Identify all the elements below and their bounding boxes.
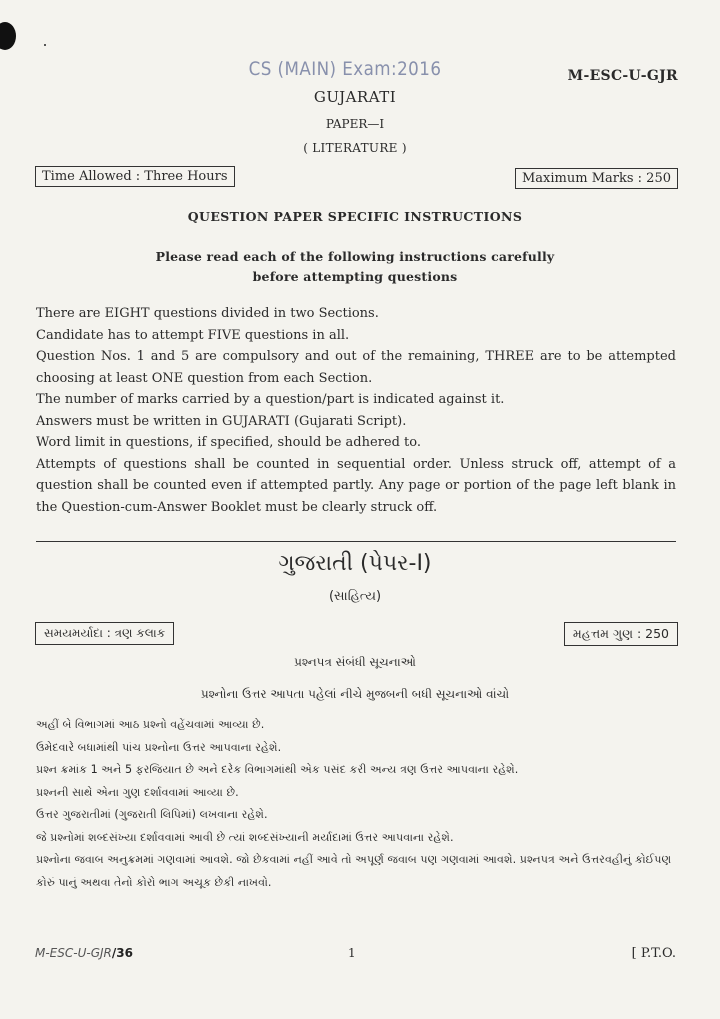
instruction-item: Word limit in questions, if specified, should be adhered to. xyxy=(36,435,422,450)
gujarati-time-box: સમયમર્યાદા : ત્રણ કલાક xyxy=(35,622,174,645)
english-instructions xyxy=(36,303,676,518)
maximum-marks-box: Maximum Marks : 250 xyxy=(515,168,678,189)
gujarati-subtitle: (સાહિત્ય) xyxy=(328,589,382,604)
please-read-line-1: Please read each of the following instructions carefully xyxy=(155,249,555,264)
instruction-item: Answers must be written in GUJARATI (Gujarati Script). xyxy=(36,413,407,429)
gujarati-instructions-heading: પ્રશ્નપત્ર સંબંધી સૂચનાઓ xyxy=(294,655,416,669)
please-read-note xyxy=(0,247,710,287)
paper-code: M-ESC-U-GJR xyxy=(567,68,678,84)
instruction-item: There are EIGHT questions divided in two Sections. xyxy=(36,306,379,321)
gujarati-instruction-item: પ્રશ્નોના જવાબ અનુક્રમમાં ગણવામાં આવશે. જો છેકવામાં નહીં આવે તો અપૂર્ણ જવાબ પણ ગણવામાં આવશે. પ્રશ્નપત્ર અને ઉત્તરવહીનું કોઈપણ કોરું પાનું અથવા તેનો કોરો ભાગ અચૂક છેકી નાખવો. xyxy=(36,853,672,889)
exam-stamp: CS (MAIN) Exam:2016 xyxy=(248,58,442,80)
punch-hole xyxy=(0,22,16,50)
footer-paper-code xyxy=(35,946,133,960)
footer-code-handwritten: M-ESC-U-GJR xyxy=(35,946,112,960)
gujarati-instruction-item: ઉમેદવારે બધામાંથી પાંચ પ્રશ્નોના ઉત્તર આપવાના રહેશે. xyxy=(36,740,282,754)
instruction-item: Candidate has to attempt FIVE questions in all. xyxy=(36,327,350,343)
gujarati-title: ગુજરાતી (પેપર-I) xyxy=(278,551,432,576)
gujarati-please-read: પ્રશ્નોના ઉત્તર આપતા પહેલાં નીચે મુજબની બધી સૂચનાઓ વાંચો xyxy=(200,687,510,701)
instructions-heading: QUESTION PAPER SPECIFIC INSTRUCTIONS xyxy=(187,209,523,224)
please-turn-over: [ P.T.O. xyxy=(631,946,676,961)
instruction-item: Question Nos. 1 and 5 are compulsory and out of the remaining, THREE are to be attempted choosing at least ONE question from each Section. xyxy=(36,349,676,386)
paper-category: ( LITERATURE ) xyxy=(303,141,407,155)
section-divider xyxy=(36,541,676,542)
paper-number: PAPER—I xyxy=(325,117,385,131)
gujarati-instruction-item: પ્રશ્ન ક્રમાંક 1 અને 5 ફરજિયાત છે અને દરેક વિભાગમાંથી એક પસંદ કરી અન્ય ત્રણ ઉત્તર આપવાના રહેશે. xyxy=(36,763,519,776)
gujarati-instruction-item: ઉત્તર ગુજરાતીમાં (ગુજરાતી લિપિમાં) લખવાના રહેશે. xyxy=(36,808,268,821)
gujarati-instruction-item: પ્રશ્નની સાથે એના ગુણ દર્શાવવામાં આવ્યા છે. xyxy=(36,785,239,799)
time-allowed-box: Time Allowed : Three Hours xyxy=(35,166,235,187)
gujarati-marks-box: મહત્તમ ગુણ : 250 xyxy=(564,622,678,646)
gujarati-instruction-item: અહીં બે વિભાગમાં આઠ પ્રશ્નો વહેંચવામાં આવ્યા છે. xyxy=(36,718,265,731)
gujarati-instruction-item: જે પ્રશ્નોમાં શબ્દસંખ્યા દર્શાવવામાં આવી છે ત્યાં શબ્દસંખ્યાની મર્યાદામાં ઉત્તર આપવાના રહેશે. xyxy=(36,830,454,844)
instruction-item: Attempts of questions shall be counted in sequential order. Unless struck off, attempt of a question shall be counted even if attempted partly. Any page or portion of the page left blank in the Question-cum-Answer Booklet must be clearly struck off. xyxy=(36,456,676,515)
scan-speck xyxy=(44,44,46,46)
please-read-line-2: before attempting questions xyxy=(252,269,458,284)
footer-code-number: /36 xyxy=(111,946,133,960)
instruction-item: The number of marks carried by a question/part is indicated against it. xyxy=(36,392,505,407)
page-number: 1 xyxy=(348,946,356,960)
subject-title: GUJARATI xyxy=(313,88,397,106)
gujarati-instructions xyxy=(36,714,676,894)
